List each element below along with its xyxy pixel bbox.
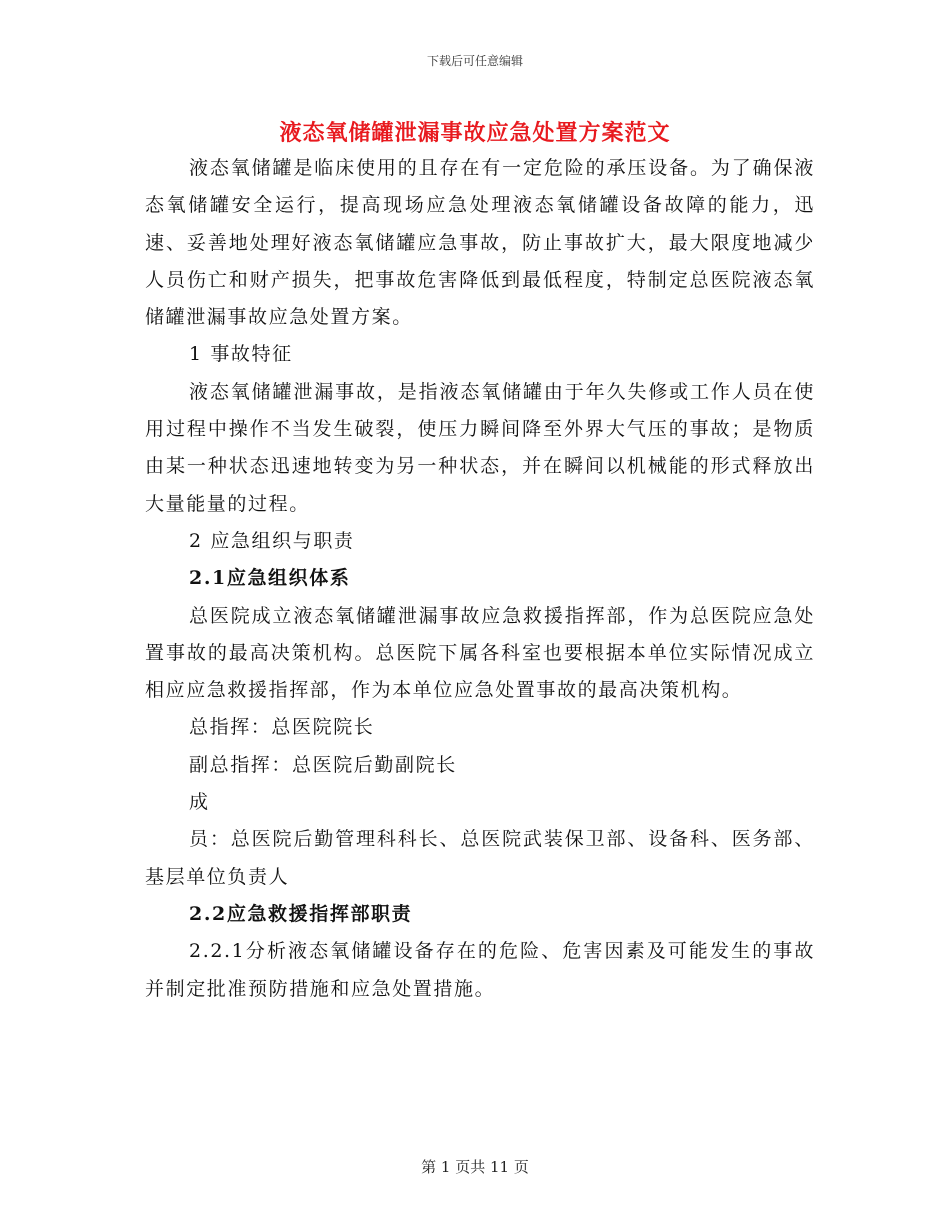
subsection-2-2-1-paragraph: 2.2.1分析液态氧储罐设备存在的危险、危害因素及可能发生的事故并制定批准预防措施和应急处置措施。 — [145, 940, 815, 1000]
commander-line: 总指挥：总医院院长 — [189, 716, 375, 739]
document-title: 液态氧储罐泄漏事故应急处置方案范文 — [279, 120, 671, 146]
subsection-heading-2-2: 2.2应急救援指挥部职责 — [189, 902, 413, 925]
members-label: 成 — [189, 791, 210, 814]
subsection-2-1-paragraph: 总医院成立液态氧储罐泄漏事故应急救援指挥部，作为总医院应急处置事故的最高决策机构。总医院下属各科室也要根据本单位实际情况成立相应应急救援指挥部，作为本单位应急处置事故的最高决策机构。 — [145, 604, 815, 702]
section-heading-1: 1 事故特征 — [189, 343, 293, 366]
page-footer: 第 1 页共 11 页 — [421, 1158, 529, 1176]
section-heading-2: 2 应急组织与职责 — [189, 529, 355, 552]
subsection-heading-2-1: 2.1应急组织体系 — [189, 567, 351, 590]
document-body — [145, 150, 815, 1008]
members-line: 员：总医院后勤管理科科长、总医院武装保卫部、设备科、医务部、基层单位负责人 — [145, 828, 815, 888]
page-header: 下载后可任意编辑 — [426, 54, 523, 68]
section-1-paragraph: 液态氧储罐泄漏事故，是指液态氧储罐由于年久失修或工作人员在使用过程中操作不当发生破裂，使压力瞬间降至外界大气压的事故；是物质由某一种状态迅速地转变为另一种状态，并在瞬间以机械能的形式释放出大量能量的过程。 — [145, 380, 815, 515]
intro-paragraph: 液态氧储罐是临床使用的且存在有一定危险的承压设备。为了确保液态氧储罐安全运行，提高现场应急处理液态氧储罐设备故障的能力，迅速、妥善地处理好液态氧储罐应急事故，防止事故扩大，最大限度地减少人员伤亡和财产损失，把事故危害降低到最低程度，特制定总医院液态氧储罐泄漏事故应急处置方案。 — [145, 157, 815, 329]
deputy-commander-line: 副总指挥：总医院后勤副院长 — [189, 753, 457, 776]
